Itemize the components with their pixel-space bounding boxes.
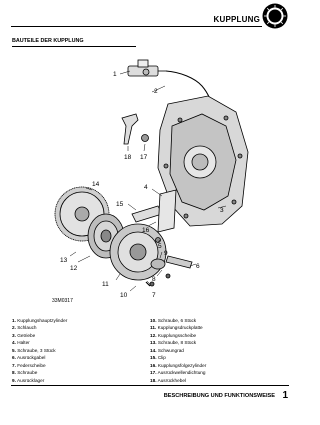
legend-text: Kupplungsdruckplatte [157, 325, 203, 331]
legend-num: 3. [12, 332, 16, 338]
legend-text: Ausrückgabel [16, 355, 46, 361]
legend-num: 6. [12, 355, 16, 361]
legend-num: 16. [150, 362, 157, 368]
section-rule [12, 46, 136, 47]
callout-6: 6 [196, 263, 200, 270]
legend-text: Kupplungsfolgezylinder [157, 362, 207, 368]
callout-4: 4 [144, 184, 148, 191]
legend-item [12, 324, 142, 331]
callout-1: 1 [113, 71, 117, 78]
legend-list-right [150, 317, 290, 384]
legend-text: Getriebe [17, 332, 36, 338]
legend-text: Clip [157, 355, 166, 361]
legend-item [150, 324, 290, 331]
legend-num: 13. [150, 340, 157, 346]
legend-text: Schraube [17, 370, 38, 376]
legend-item [150, 347, 290, 354]
clutch-exploded-diagram [40, 56, 260, 308]
header-title: KUPPLUNG [213, 15, 260, 24]
callout-18: 18 [124, 154, 132, 161]
legend-num: 8. [12, 370, 16, 376]
legend-num: 5. [12, 347, 16, 353]
page-footer [0, 385, 300, 425]
legend-item [150, 362, 290, 369]
legend-text: Ausrückhebel [157, 377, 186, 383]
legend-item [12, 347, 142, 354]
page-number: 1 [282, 390, 288, 401]
legend-item [150, 317, 290, 324]
legend-item [150, 339, 290, 346]
callout-7: 7 [152, 292, 156, 299]
legend-num: 17. [150, 370, 157, 376]
legend-text: Halter [17, 340, 30, 346]
callout-14: 14 [92, 181, 100, 188]
callout-9: 9 [164, 250, 168, 257]
legend-text: Schraube, 6 Stück [157, 318, 197, 323]
callout-15: 15 [116, 201, 124, 208]
legend-num: 11. [150, 325, 157, 331]
header-rule [11, 26, 262, 27]
footer-rule [11, 385, 289, 386]
callout-11: 11 [102, 281, 109, 288]
callout-17: 17 [140, 154, 148, 161]
legend-num: 14. [150, 347, 157, 353]
section-title: BAUTEILE DER KUPPLUNG [12, 38, 84, 44]
legend-item [150, 377, 290, 384]
callout-5: 5 [158, 243, 162, 250]
figure-code: 33M0317 [52, 298, 73, 304]
legend-item [12, 339, 142, 346]
legend-num: 18. [150, 377, 157, 383]
callout-8: 8 [152, 276, 156, 283]
callout-2: 2 [154, 88, 158, 95]
legend-text: Kupplungsscheibe [157, 332, 197, 338]
legend-item [12, 362, 142, 369]
footer-section-text: BESCHREIBUNG UND FUNKTIONSWEISE [163, 393, 275, 399]
legend-item [12, 377, 142, 384]
callout-16: 16 [142, 227, 150, 234]
legend-num: 9. [12, 377, 16, 383]
legend-item [12, 332, 142, 339]
page-header [0, 0, 300, 34]
legend-text: Ausrückwellendichtung [157, 370, 206, 376]
legend-num: 15. [150, 355, 157, 361]
legend-item [12, 369, 142, 376]
legend-num: 12. [150, 332, 157, 338]
legend-text: Schraube, 8 Stück [157, 340, 197, 346]
release-lever-drawing [122, 114, 149, 144]
legend-num: 10. [150, 318, 157, 323]
callout-10: 10 [120, 292, 128, 299]
callout-3: 3 [220, 207, 224, 214]
legend-item [150, 332, 290, 339]
legend-text: Kupplungshauptzylinder [17, 318, 68, 323]
legend-item [12, 317, 142, 324]
legend-text: Schwungrad [157, 347, 184, 353]
legend-num: 2. [12, 325, 16, 331]
legend-num: 1. [12, 318, 16, 323]
legend-list-left [12, 317, 142, 384]
legend-text: Schraube, 3 Stück [17, 347, 56, 353]
brand-logo-icon [262, 3, 288, 29]
legend-item [150, 369, 290, 376]
legend-num: 4. [12, 340, 16, 346]
legend-text: Schlauch [17, 325, 37, 331]
legend-item [12, 354, 142, 361]
legend-text: Federscheibe [17, 362, 46, 368]
legend-num: 7. [12, 362, 16, 368]
legend-text: Ausrücklager [16, 377, 45, 383]
callout-12: 12 [70, 265, 78, 272]
legend-item [150, 354, 290, 361]
callout-13: 13 [60, 257, 68, 264]
